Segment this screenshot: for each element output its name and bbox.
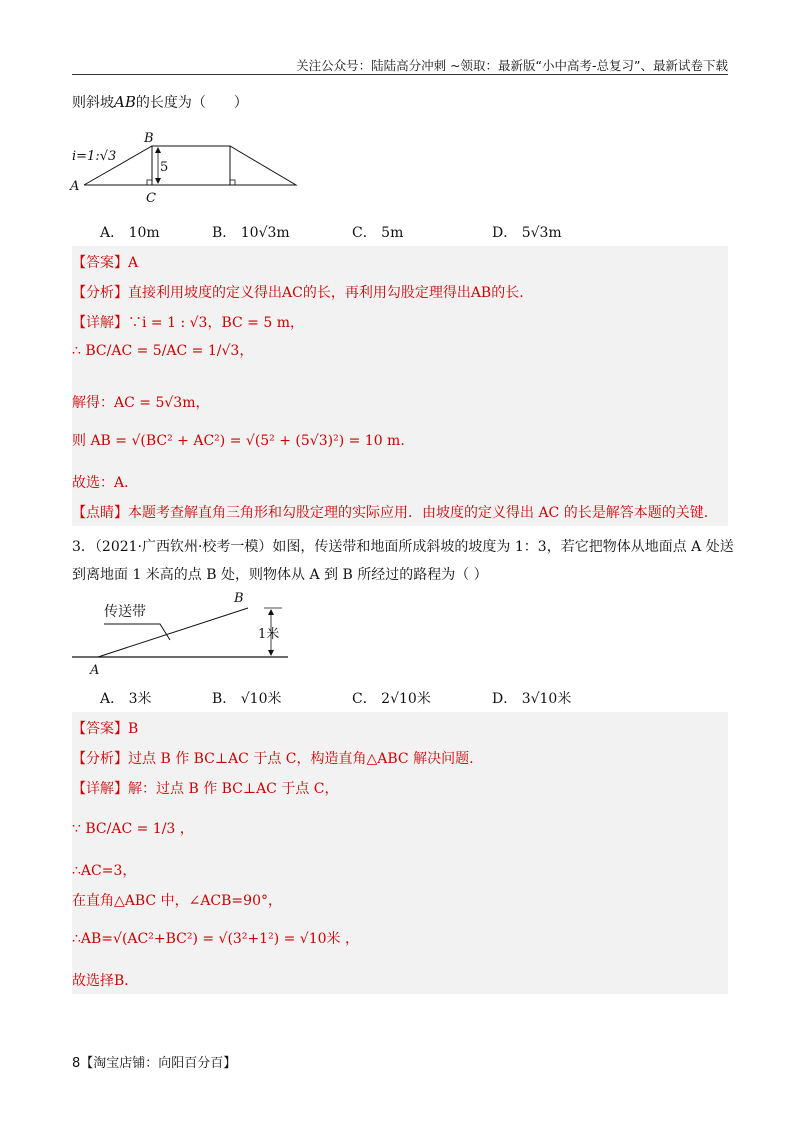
- q3-conclusion: 故选择B．: [72, 973, 139, 989]
- q2-comment: 【点睛】本题考查解直角三角形和勾股定理的实际应用．由坡度的定义得出 AC 的长是解答本题的关键．: [72, 505, 718, 521]
- q2-point-a: A: [70, 179, 80, 194]
- q3-detail-5: ∴AB=√(AC²+BC²) = √(3²+1²) = √10米 ，: [72, 931, 359, 947]
- q2-analysis: 【分析】直接利用坡度的定义得出AC的长，再利用勾股定理得出AB的长.: [72, 285, 524, 301]
- q3-choice-d: D． 3√10米: [492, 691, 572, 707]
- q2-answer: 【答案】A: [72, 255, 139, 271]
- q2-detail-1: 【详解】∵i = 1 : √3，BC = 5 m，: [72, 315, 304, 331]
- q3-choice-c: C． 2√10米: [352, 691, 431, 707]
- q3-choice-a: A． 3米: [100, 691, 152, 707]
- page-footer: 8【淘宝店铺：向阳百分百】: [72, 1056, 237, 1071]
- q3-stem-line2: 到离地面 1 米高的点 B 处，则物体从 A 到 B 所经过的路程为（ ）: [72, 567, 488, 583]
- q2-choice-d: D． 5√3m: [492, 225, 562, 241]
- q3-point-b: B: [234, 591, 244, 606]
- q3-choice-b: B． √10米: [212, 691, 282, 707]
- q3-detail-2: ∵ BC/AC = 1/3 ，: [72, 821, 194, 837]
- q2-point-b: B: [144, 131, 154, 146]
- q2-choice-c: C． 5m: [352, 225, 404, 241]
- q2-stem: 则斜坡AB的长度为（ ）: [72, 93, 248, 111]
- q2-point-c: C: [146, 191, 156, 206]
- q2-detail-4: 则 AB = √(BC² + AC²) = √(5² + (5√3)²) = 10 m.: [72, 433, 405, 449]
- q2-conclusion: 故选：A．: [72, 475, 139, 491]
- q2-detail-2: ∴ BC/AC = 5/AC = 1/√3，: [72, 343, 254, 359]
- q3-stem-line1: 3．（2021·广西钦州·校考一模）如图，传送带和地面所成斜坡的坡度为 1：3，若它把物体从地面点 A 处送: [72, 539, 734, 555]
- q3-analysis: 【分析】过点 B 作 BC⊥AC 于点 C，构造直角△ABC 解决问题.: [72, 751, 474, 767]
- q2-choice-b: B． 10√3m: [212, 225, 290, 241]
- q2-detail-3: 解得：AC = 5√3m，: [72, 395, 210, 411]
- q2-height-label: 5: [160, 160, 169, 175]
- q3-point-a: A: [90, 663, 100, 678]
- q3-detail-1: 【详解】解：过点 B 作 BC⊥AC 于点 C，: [72, 781, 339, 797]
- q3-answer: 【答案】B: [72, 721, 139, 737]
- q3-conveyor-figure: [72, 590, 292, 680]
- q2-slope-label: i=1:√3: [72, 149, 117, 164]
- q3-detail-4: 在直角△ABC 中，∠ACB=90°，: [72, 893, 282, 909]
- q3-detail-3: ∴AC=3，: [72, 863, 137, 879]
- page-header: 关注公众号：陆陆高分冲刺 ~领取：最新版“小中高考-总复习”、最新试卷下载: [296, 58, 728, 73]
- q2-choice-a: A． 10m: [100, 225, 160, 241]
- q2-trapezoid-figure: [64, 128, 304, 206]
- q3-belt-label: 传送带: [104, 604, 146, 620]
- header-divider: [72, 74, 728, 75]
- q3-height-label: 1米: [258, 627, 280, 642]
